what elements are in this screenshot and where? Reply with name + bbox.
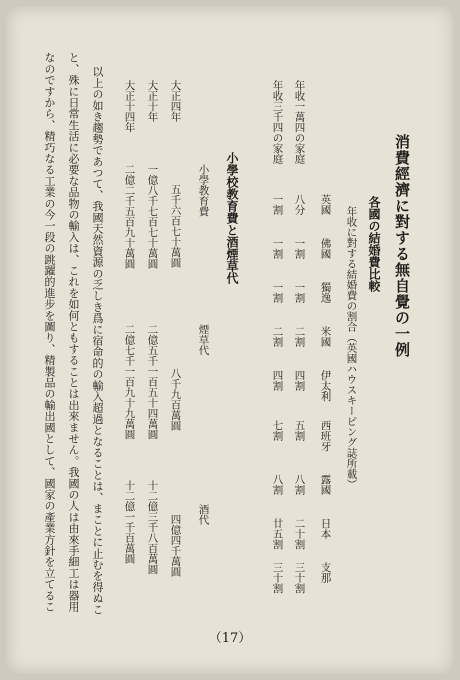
country-value-2: 四割: [271, 370, 284, 391]
country-value-1: 二十割: [293, 518, 306, 550]
country-value-2: 廿五割: [271, 518, 284, 550]
table2-sake: 十二億三千八百萬圓: [146, 480, 159, 575]
country-value-2: 一割: [271, 238, 284, 259]
country-name: 露國: [319, 474, 332, 495]
table2-heading: 小學校教育費と酒煙草代: [225, 152, 239, 284]
table2-col-header: 小學教育費: [197, 164, 210, 217]
country-value-1: 二割: [293, 326, 306, 347]
table2-year: 大正十年: [146, 80, 159, 122]
country-name: 佛國: [319, 238, 332, 259]
country-value-2: 二割: [271, 326, 284, 347]
country-name: 西班牙: [319, 420, 332, 452]
section-title: 消費經濟に對する無自覺の一例: [393, 134, 411, 358]
country-name: 支那: [319, 562, 332, 583]
paragraph-line: なのですから、精巧なる工業の今一段の跳躍的進步を圖り、精製品の輸出國として、國家の產業方針を立てるこ: [43, 52, 56, 612]
table2-edu: 二億二千五百九十萬圓: [123, 164, 136, 269]
table2-year: 大正十四年: [123, 80, 136, 133]
table1-row-label: 年收三千四の家庭: [271, 80, 284, 164]
country-value-2: 一割: [271, 194, 284, 215]
document-page: [6, 6, 454, 674]
page-number: （17）: [208, 631, 252, 646]
table2-tobacco: 二億七千一百九十九萬圓: [123, 324, 136, 440]
country-value-1: 三十割: [293, 562, 306, 594]
table1-subheading: 年收に對する結婚費の割合（英國ハウスキーピング誌所載）: [345, 206, 358, 490]
country-value-1: 一割: [293, 238, 306, 259]
country-value-1: 五割: [293, 420, 306, 441]
country-value-1: 八分: [293, 194, 306, 215]
paragraph-line: と、殊に日常生活に必要な品物の輸入は、これを如何ともすることは出來ません。我國の人は由來手細工は器用: [67, 52, 80, 612]
table2-tobacco: 二億五千一百五十四萬圓: [146, 324, 159, 440]
table2-col-header: 酒代: [197, 504, 210, 525]
table2-col-header: 煙草代: [197, 324, 210, 356]
table2-sake: 十二億一千百萬圓: [123, 480, 136, 564]
country-name: 英國: [319, 194, 332, 215]
country-value-2: 八割: [271, 474, 284, 495]
country-value-2: 三十割: [271, 562, 284, 594]
country-value-1: 四割: [293, 370, 306, 391]
country-name: 米國: [319, 326, 332, 347]
table2-sake: 四億四千萬圓: [169, 514, 182, 577]
table2-edu: 五千六百七十萬圓: [169, 184, 182, 268]
country-value-2: 一割: [271, 282, 284, 303]
table1-heading: 各國の結婚費比較: [367, 196, 381, 292]
table1-row-label: 年收一萬四の家庭: [293, 80, 306, 164]
table2-tobacco: 八千九百萬圓: [169, 368, 182, 431]
country-name: 伊太利: [319, 370, 332, 402]
paragraph-line: 以上の如き趨勢であつて、我國天然資源の乏しき爲に宿命的の輸入超過となることは、まことに止むを得ぬこ: [91, 66, 104, 615]
country-name: 日本: [319, 518, 332, 539]
country-value-1: 一割: [293, 282, 306, 303]
table2-edu: 一億八千七百七十萬圓: [146, 164, 159, 269]
country-name: 獨逸: [319, 282, 332, 303]
table2-year: 大正四年: [169, 80, 182, 122]
country-value-1: 八割: [293, 474, 306, 495]
country-value-2: 七割: [271, 420, 284, 441]
